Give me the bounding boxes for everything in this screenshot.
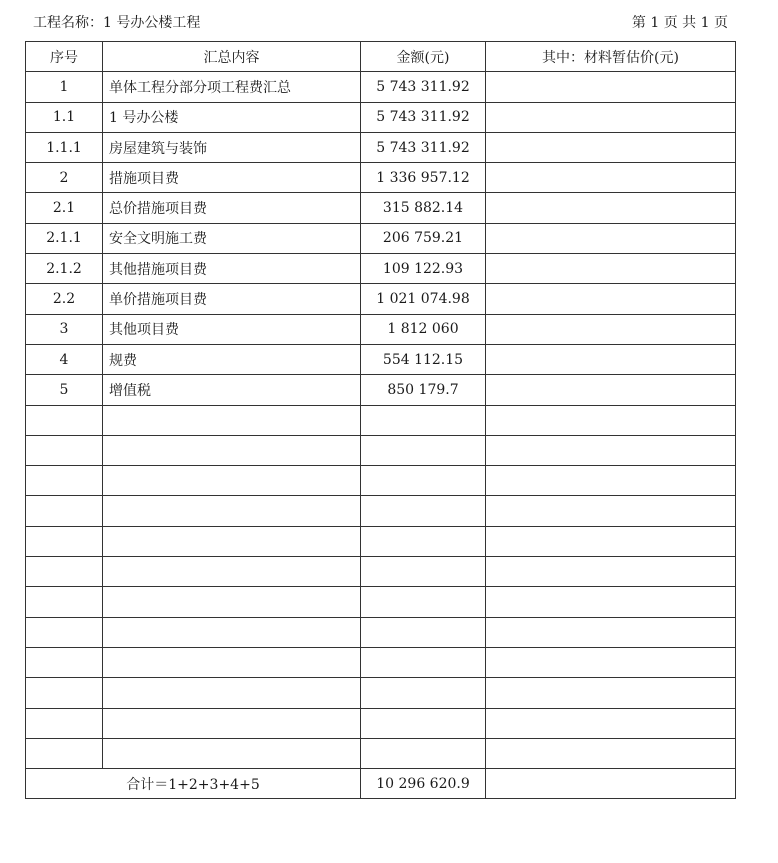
row-amount: 1 336 957.12 xyxy=(361,163,486,193)
empty-cell xyxy=(103,647,361,677)
row-amount: 1 021 074.98 xyxy=(361,284,486,314)
table-row xyxy=(26,223,736,253)
row-material xyxy=(486,284,736,314)
empty-cell xyxy=(361,557,486,587)
row-material xyxy=(486,193,736,223)
empty-cell xyxy=(361,405,486,435)
empty-row xyxy=(26,557,736,587)
row-material xyxy=(486,132,736,162)
table-row xyxy=(26,102,736,132)
row-amount: 850 179.7 xyxy=(361,375,486,405)
row-content: 单体工程分部分项工程费汇总 xyxy=(103,72,361,102)
empty-row xyxy=(26,738,736,768)
table-row xyxy=(26,193,736,223)
empty-cell xyxy=(26,435,103,465)
summary-table xyxy=(25,41,736,799)
empty-cell xyxy=(26,496,103,526)
empty-cell xyxy=(486,496,736,526)
row-content: 单价措施项目费 xyxy=(103,284,361,314)
empty-cell xyxy=(486,647,736,677)
empty-row xyxy=(26,496,736,526)
empty-cell xyxy=(486,557,736,587)
column-header-material: 其中：材料暂估价(元) xyxy=(486,42,736,72)
row-amount: 109 122.93 xyxy=(361,254,486,284)
row-amount: 554 112.15 xyxy=(361,344,486,374)
total-label: 合计＝1+2+3+4+5 xyxy=(26,769,361,799)
empty-cell xyxy=(103,617,361,647)
table-body xyxy=(26,72,736,769)
empty-cell xyxy=(26,405,103,435)
empty-cell xyxy=(486,405,736,435)
empty-cell xyxy=(361,617,486,647)
row-no: 2.1 xyxy=(26,193,103,223)
table-row xyxy=(26,344,736,374)
empty-row xyxy=(26,587,736,617)
empty-cell xyxy=(103,557,361,587)
empty-row xyxy=(26,617,736,647)
row-content: 房屋建筑与装饰 xyxy=(103,132,361,162)
empty-cell xyxy=(361,678,486,708)
empty-cell xyxy=(103,466,361,496)
empty-cell xyxy=(361,466,486,496)
row-no: 2.1.1 xyxy=(26,223,103,253)
row-content: 增值税 xyxy=(103,375,361,405)
project-name: 工程名称：1 号办公楼工程 xyxy=(33,15,201,31)
row-no: 1.1.1 xyxy=(26,132,103,162)
empty-cell xyxy=(103,405,361,435)
empty-cell xyxy=(26,708,103,738)
empty-cell xyxy=(486,738,736,768)
empty-row xyxy=(26,708,736,738)
table-row xyxy=(26,72,736,102)
empty-cell xyxy=(103,526,361,556)
empty-row xyxy=(26,405,736,435)
row-material xyxy=(486,102,736,132)
table-row xyxy=(26,375,736,405)
row-content: 其他项目费 xyxy=(103,314,361,344)
empty-cell xyxy=(361,738,486,768)
total-amount: 10 296 620.9 xyxy=(361,769,486,799)
row-amount: 1 812 060 xyxy=(361,314,486,344)
empty-cell xyxy=(486,587,736,617)
empty-cell xyxy=(103,587,361,617)
row-no: 1.1 xyxy=(26,102,103,132)
page-header xyxy=(33,12,728,34)
empty-cell xyxy=(26,587,103,617)
row-amount: 5 743 311.92 xyxy=(361,72,486,102)
row-no: 2.1.2 xyxy=(26,254,103,284)
row-amount: 5 743 311.92 xyxy=(361,102,486,132)
row-no: 2 xyxy=(26,163,103,193)
empty-cell xyxy=(26,526,103,556)
row-content: 总价措施项目费 xyxy=(103,193,361,223)
empty-row xyxy=(26,678,736,708)
empty-cell xyxy=(486,708,736,738)
row-content: 规费 xyxy=(103,344,361,374)
empty-cell xyxy=(26,617,103,647)
empty-cell xyxy=(361,708,486,738)
empty-cell xyxy=(361,435,486,465)
table-header-row xyxy=(26,42,736,72)
column-header-content: 汇总内容 xyxy=(103,42,361,72)
column-header-no: 序号 xyxy=(26,42,103,72)
table-row xyxy=(26,284,736,314)
row-no: 5 xyxy=(26,375,103,405)
empty-cell xyxy=(486,435,736,465)
empty-cell xyxy=(26,678,103,708)
row-amount: 206 759.21 xyxy=(361,223,486,253)
row-material xyxy=(486,223,736,253)
row-amount: 5 743 311.92 xyxy=(361,132,486,162)
empty-cell xyxy=(103,738,361,768)
row-no: 3 xyxy=(26,314,103,344)
empty-row xyxy=(26,435,736,465)
table-row xyxy=(26,132,736,162)
empty-cell xyxy=(486,678,736,708)
row-content: 其他措施项目费 xyxy=(103,254,361,284)
empty-cell xyxy=(361,587,486,617)
empty-cell xyxy=(486,526,736,556)
empty-cell xyxy=(26,557,103,587)
row-content: 措施项目费 xyxy=(103,163,361,193)
row-material xyxy=(486,163,736,193)
empty-cell xyxy=(103,496,361,526)
total-material xyxy=(486,769,736,799)
row-no: 1 xyxy=(26,72,103,102)
empty-cell xyxy=(361,647,486,677)
table-row xyxy=(26,163,736,193)
row-material xyxy=(486,314,736,344)
row-no: 2.2 xyxy=(26,284,103,314)
empty-cell xyxy=(103,708,361,738)
empty-row xyxy=(26,466,736,496)
row-content: 1 号办公楼 xyxy=(103,102,361,132)
row-content: 安全文明施工费 xyxy=(103,223,361,253)
empty-cell xyxy=(361,496,486,526)
empty-cell xyxy=(103,678,361,708)
empty-cell xyxy=(361,526,486,556)
empty-cell xyxy=(26,647,103,677)
row-amount: 315 882.14 xyxy=(361,193,486,223)
empty-row xyxy=(26,526,736,556)
column-header-amount: 金额(元) xyxy=(361,42,486,72)
empty-cell xyxy=(26,466,103,496)
empty-cell xyxy=(26,738,103,768)
empty-cell xyxy=(486,466,736,496)
empty-row xyxy=(26,647,736,677)
row-no: 4 xyxy=(26,344,103,374)
row-material xyxy=(486,254,736,284)
row-material xyxy=(486,375,736,405)
empty-cell xyxy=(103,435,361,465)
row-material xyxy=(486,344,736,374)
page-number: 第 1 页 共 1 页 xyxy=(631,15,728,31)
table-row xyxy=(26,254,736,284)
empty-cell xyxy=(486,617,736,647)
total-row xyxy=(26,769,736,799)
row-material xyxy=(486,72,736,102)
table-row xyxy=(26,314,736,344)
